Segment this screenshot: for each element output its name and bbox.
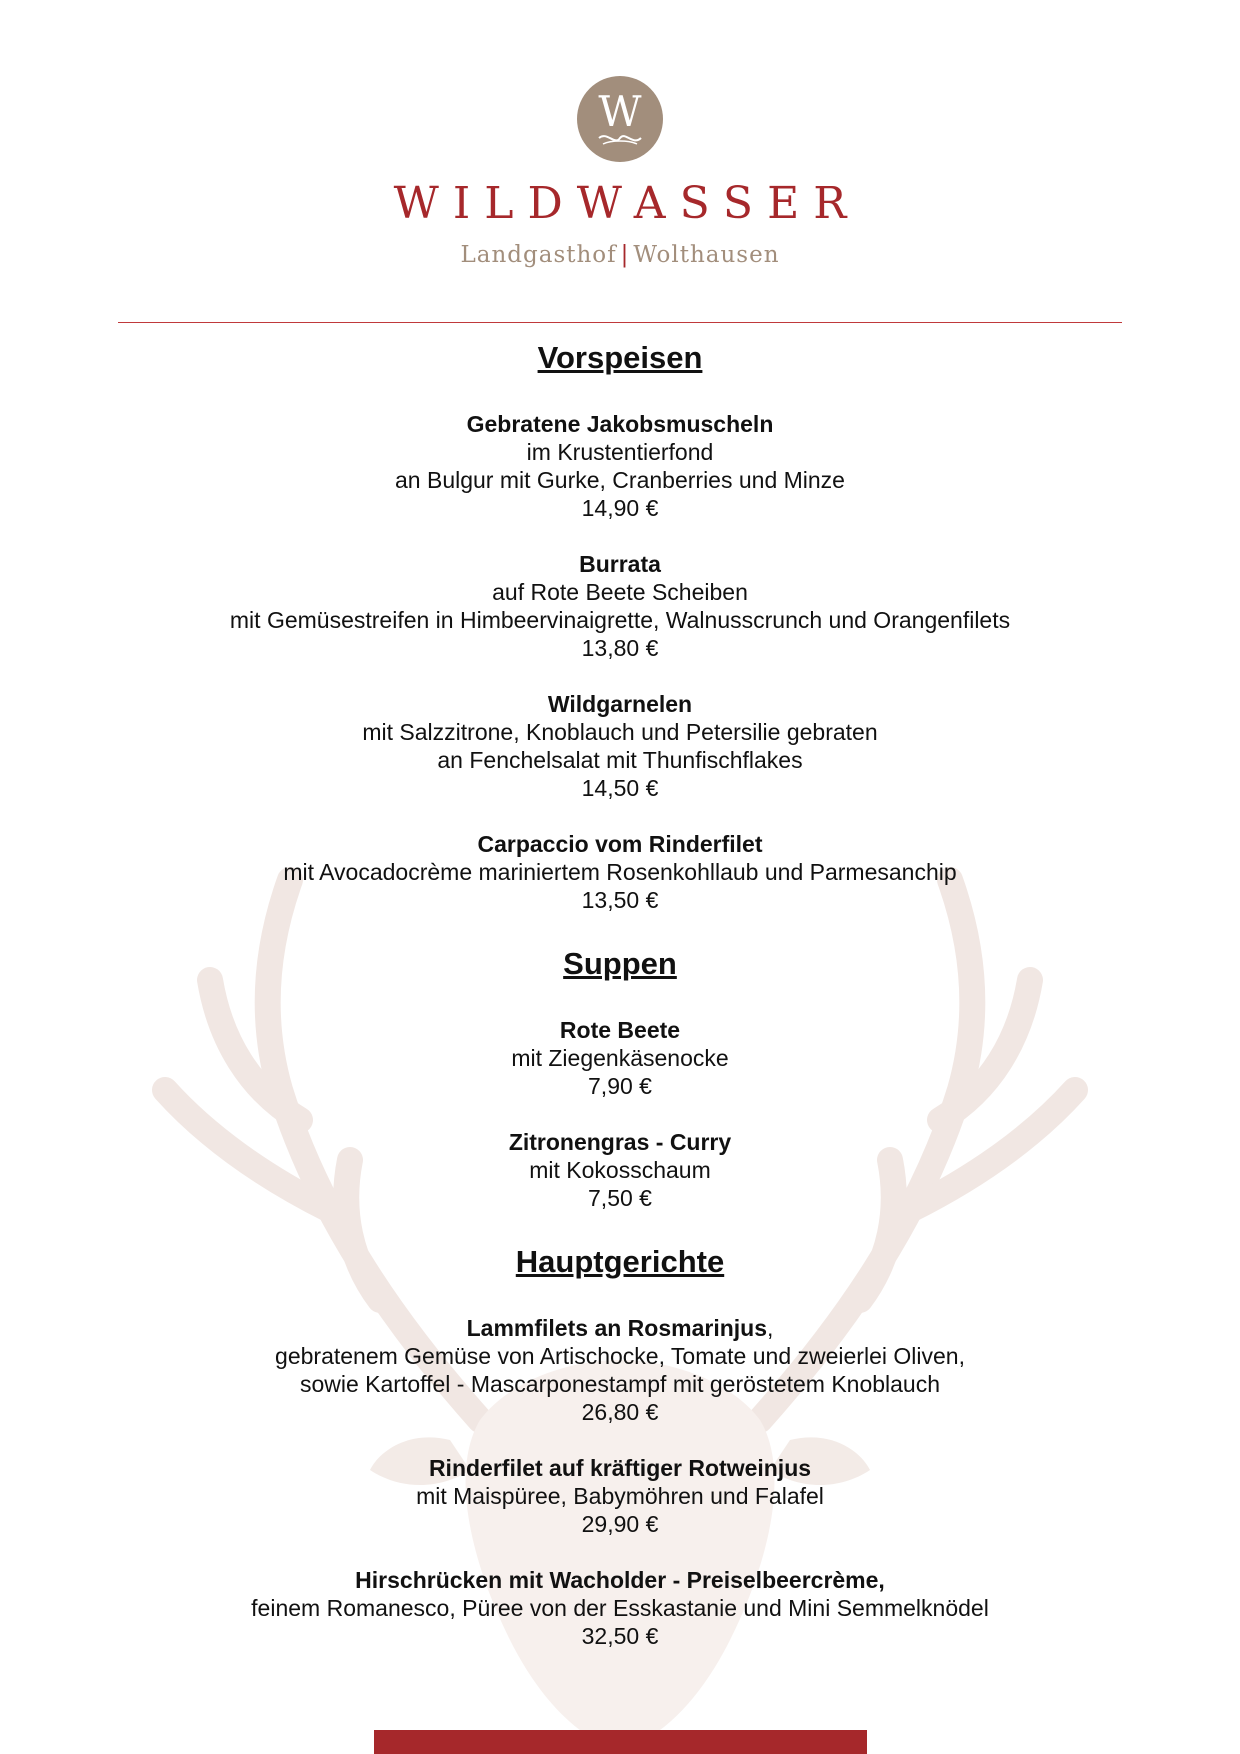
menu-item: [0, 690, 1240, 802]
menu-item-description: sowie Kartoffel - Mascarponestampf mit geröstetem Knoblauch: [299, 1371, 941, 1397]
menu-section: [0, 336, 1240, 914]
section-title: Hauptgerichte: [515, 1244, 725, 1279]
menu-section: [0, 942, 1240, 1212]
menu-item-name: Rinderfilet auf kräftiger Rotweinjus: [428, 1455, 812, 1481]
menu-item: [0, 1016, 1240, 1100]
menu-item-description: feinem Romanesco, Püree von der Esskastanie und Mini Semmelknödel: [251, 1595, 989, 1621]
menu-item-description: mit Salzzitrone, Knoblauch und Petersilie gebraten: [362, 719, 878, 745]
header-divider: [118, 322, 1122, 323]
section-title: Vorspeisen: [537, 340, 703, 375]
menu-item: [0, 550, 1240, 662]
menu-item-price: 7,50 €: [588, 1185, 652, 1211]
menu-item-price: 13,80 €: [581, 635, 659, 661]
menu-item-name-row: [0, 690, 1240, 718]
menu-item-description: mit Ziegenkäsenocke: [511, 1045, 729, 1071]
menu-item-name: Burrata: [579, 551, 661, 577]
menu-item-price: 32,50 €: [581, 1623, 659, 1649]
menu-item-name-row: [0, 1314, 1240, 1342]
menu-item-name-row: [0, 830, 1240, 858]
menu-item-name-row: [0, 1128, 1240, 1156]
menu: [0, 336, 1240, 1678]
menu-section: [0, 1240, 1240, 1650]
menu-item-description: mit Avocadocrème mariniertem Rosenkohllaub und Parmesanchip: [283, 859, 957, 885]
tagline: [0, 240, 1240, 270]
tagline-left: Landgasthof: [460, 242, 617, 268]
menu-item-price: 26,80 €: [581, 1399, 659, 1425]
menu-item-price: 14,90 €: [581, 495, 659, 521]
menu-item-description: im Krustentierfond: [526, 439, 714, 465]
tagline-separator: |: [620, 242, 630, 268]
menu-item-name-row: [0, 1454, 1240, 1482]
menu-item: [0, 1566, 1240, 1650]
logo-w-icon: [577, 76, 663, 162]
menu-item: [0, 410, 1240, 522]
menu-item-name: Wildgarnelen: [547, 691, 693, 717]
menu-item-name: Lammfilets an Rosmarinjus: [466, 1315, 767, 1341]
menu-item-price: 7,90 €: [588, 1073, 652, 1099]
logo-letter: W: [598, 87, 642, 136]
menu-item-name-row: [0, 1016, 1240, 1044]
menu-item-name: Rote Beete: [559, 1017, 681, 1043]
menu-item-name-suffix: ,: [766, 1315, 774, 1341]
menu-item-description: auf Rote Beete Scheiben: [492, 579, 748, 605]
section-title: Suppen: [563, 946, 677, 981]
menu-item-description: an Fenchelsalat mit Thunfischflakes: [437, 747, 803, 773]
menu-item: [0, 1128, 1240, 1212]
menu-item-price: 13,50 €: [581, 887, 659, 913]
menu-item-name: Gebratene Jakobsmuscheln: [466, 411, 774, 437]
menu-item-description: mit Maispüree, Babymöhren und Falafel: [416, 1483, 824, 1509]
menu-item-name-row: [0, 550, 1240, 578]
tagline-right: Wolthausen: [633, 242, 780, 268]
menu-item-price: 14,50 €: [581, 775, 659, 801]
brand-name: WILDWASSER: [393, 178, 861, 229]
menu-item-price: 29,90 €: [581, 1511, 659, 1537]
menu-item: [0, 1314, 1240, 1426]
menu-item-description: mit Kokosschaum: [529, 1157, 711, 1183]
menu-item: [0, 830, 1240, 914]
logo-badge: [577, 76, 663, 162]
menu-item-name-row: [0, 1566, 1240, 1594]
menu-item-name: Zitronengras - Curry: [508, 1129, 732, 1155]
menu-item: [0, 1454, 1240, 1538]
footer-bar: [374, 1730, 867, 1754]
menu-item-name-row: [0, 410, 1240, 438]
menu-item-name: Carpaccio vom Rinderfilet: [477, 831, 763, 857]
menu-item-description: gebratenem Gemüse von Artischocke, Tomate und zweierlei Oliven,: [275, 1343, 965, 1369]
menu-item-description: an Bulgur mit Gurke, Cranberries und Minze: [395, 467, 845, 493]
menu-item-description: mit Gemüsestreifen in Himbeervinaigrette, Walnusscrunch und Orangenfilets: [229, 607, 1011, 633]
menu-item-name: Hirschrücken mit Wacholder - Preiselbeercrème,: [355, 1567, 885, 1593]
